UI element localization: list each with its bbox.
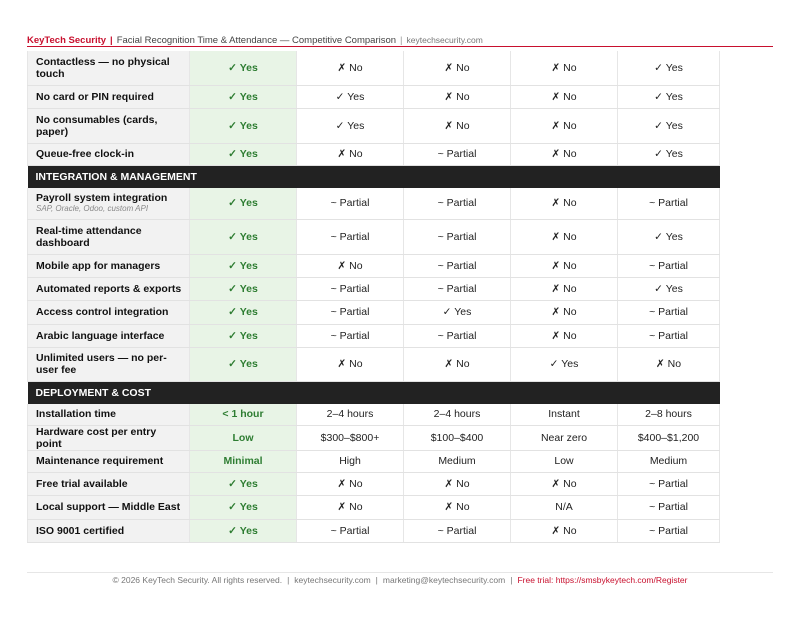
competitor-3-value-cell: ✗ No [511, 85, 618, 108]
keytech-value-cell: ✓ Yes [190, 85, 297, 108]
competitor-1-value-cell: ✗ No [297, 254, 404, 277]
feature-label: Installation time [36, 408, 116, 421]
competitor-4-value-cell: ✓ Yes [618, 143, 720, 165]
feature-label: Free trial available [36, 477, 128, 490]
feature-label-cell [28, 51, 190, 85]
keytech-value-cell: ✓ Yes [190, 277, 297, 300]
keytech-value-cell: ✓ Yes [190, 472, 297, 495]
feature-sublabel: SAP, Oracle, Odoo, custom API [36, 204, 149, 214]
feature-label-cell [28, 254, 190, 277]
competitor-1-value-cell: ✗ No [297, 472, 404, 495]
competitor-1-value-cell: ~ Partial [297, 324, 404, 347]
feature-label: Contactless — no physical touch [36, 55, 170, 80]
competitor-1-value-cell: ~ Partial [297, 277, 404, 300]
competitor-4-value-cell: $400–$1,200 [618, 425, 720, 450]
footer-email[interactable]: marketing@keytechsecurity.com [382, 575, 506, 585]
keytech-value-cell: ✓ Yes [190, 108, 297, 143]
competitor-4-value-cell: ~ Partial [618, 495, 720, 519]
competitor-2-value-cell: Medium [404, 450, 511, 472]
keytech-value-cell: ✓ Yes [190, 495, 297, 519]
feature-label-cell [28, 300, 190, 324]
competitor-4-value-cell: ✗ No [618, 347, 720, 381]
competitor-1-value-cell: ~ Partial [297, 188, 404, 219]
footer-free-trial-link[interactable]: Free trial: https://smsbykeytech.com/Register [517, 575, 688, 585]
table-row [28, 85, 720, 108]
competitor-3-value-cell: ✗ No [511, 300, 618, 324]
competitor-2-value-cell: ✗ No [404, 85, 511, 108]
footer-copyright: © 2026 KeyTech Security. All rights reserved. [112, 575, 283, 585]
competitor-2-value-cell: ~ Partial [404, 324, 511, 347]
table-row [28, 519, 720, 542]
keytech-value-cell: ✓ Yes [190, 519, 297, 542]
header-separator: | [110, 35, 113, 46]
competitor-1-value-cell: ~ Partial [297, 219, 404, 254]
feature-label: No consumables (cards, paper) [36, 113, 158, 138]
header-separator-2: | [400, 35, 403, 46]
page-footer [27, 572, 773, 585]
competitor-2-value-cell: 2–4 hours [404, 404, 511, 425]
competitor-4-value-cell: ~ Partial [618, 254, 720, 277]
competitor-1-value-cell: ✗ No [297, 347, 404, 381]
table-row [28, 143, 720, 165]
keytech-value-cell: ✓ Yes [190, 219, 297, 254]
table-row [28, 277, 720, 300]
feature-label-cell [28, 277, 190, 300]
section-header-row [28, 165, 720, 188]
competitor-3-value-cell: ✗ No [511, 324, 618, 347]
feature-label-cell [28, 108, 190, 143]
footer-separator: | [287, 575, 290, 585]
keytech-value-cell: ✓ Yes [190, 143, 297, 165]
feature-label-cell [28, 188, 190, 219]
competitor-2-value-cell: ~ Partial [404, 519, 511, 542]
feature-label-cell [28, 404, 190, 425]
keytech-value-cell: Minimal [190, 450, 297, 472]
competitor-3-value-cell: Near zero [511, 425, 618, 450]
competitor-3-value-cell: Instant [511, 404, 618, 425]
competitor-2-value-cell: ✗ No [404, 472, 511, 495]
competitor-4-value-cell: Medium [618, 450, 720, 472]
competitor-1-value-cell: High [297, 450, 404, 472]
competitor-1-value-cell: ✓ Yes [297, 108, 404, 143]
competitor-3-value-cell: ✗ No [511, 51, 618, 85]
competitor-1-value-cell: $300–$800+ [297, 425, 404, 450]
feature-label: Arabic language interface [36, 329, 165, 342]
footer-separator: | [375, 575, 378, 585]
keytech-value-cell: ✓ Yes [190, 188, 297, 219]
feature-label: Automated reports & exports [36, 282, 182, 295]
competitor-2-value-cell: ✓ Yes [404, 300, 511, 324]
feature-label: Local support — Middle East [36, 501, 181, 513]
feature-label-cell [28, 472, 190, 495]
competitor-4-value-cell: ✓ Yes [618, 85, 720, 108]
competitor-1-value-cell: 2–4 hours [297, 404, 404, 425]
footer-website[interactable]: keytechsecurity.com [294, 575, 371, 585]
competitor-3-value-cell: Low [511, 450, 618, 472]
competitor-4-value-cell: 2–8 hours [618, 404, 720, 425]
competitor-2-value-cell: ~ Partial [404, 254, 511, 277]
table-row [28, 108, 720, 143]
feature-label: ISO 9001 certified [36, 524, 125, 537]
competitor-3-value-cell: ✗ No [511, 188, 618, 219]
document-title: Facial Recognition Time & Attendance — Competitive Comparison [116, 35, 397, 46]
table-row [28, 450, 720, 472]
table-row [28, 219, 720, 254]
competitor-4-value-cell: ✓ Yes [618, 219, 720, 254]
competitor-1-value-cell: ✗ No [297, 51, 404, 85]
table-row [28, 300, 720, 324]
feature-label-cell [28, 85, 190, 108]
feature-label-cell [28, 324, 190, 347]
competitor-2-value-cell: $100–$400 [404, 425, 511, 450]
table-row [28, 188, 720, 219]
competitor-2-value-cell: ~ Partial [404, 143, 511, 165]
table-row [28, 347, 720, 381]
competitor-2-value-cell: ✗ No [404, 51, 511, 85]
feature-label: Real-time attendance dashboard [36, 224, 142, 249]
competitor-3-value-cell: ✗ No [511, 277, 618, 300]
keytech-value-cell: ✓ Yes [190, 347, 297, 381]
competitor-1-value-cell: ✗ No [297, 495, 404, 519]
feature-label: Payroll system integration [36, 192, 168, 205]
feature-label-cell [28, 219, 190, 254]
feature-label: Access control integration [36, 306, 169, 318]
comparison-table [27, 51, 720, 543]
competitor-3-value-cell: ✗ No [511, 254, 618, 277]
feature-label-cell [28, 425, 190, 450]
keytech-value-cell: ✓ Yes [190, 51, 297, 85]
competitor-4-value-cell: ~ Partial [618, 472, 720, 495]
keytech-value-cell: ✓ Yes [190, 300, 297, 324]
competitor-2-value-cell: ~ Partial [404, 277, 511, 300]
competitor-4-value-cell: ~ Partial [618, 300, 720, 324]
competitor-3-value-cell: ✗ No [511, 472, 618, 495]
keytech-value-cell: ✓ Yes [190, 324, 297, 347]
feature-label: Maintenance requirement [36, 455, 164, 467]
competitor-4-value-cell: ✓ Yes [618, 108, 720, 143]
section-title: INTEGRATION & MANAGEMENT [28, 165, 720, 188]
feature-label: No card or PIN required [36, 90, 154, 103]
section-header-row [28, 381, 720, 404]
competitor-4-value-cell: ✓ Yes [618, 51, 720, 85]
keytech-value-cell: ✓ Yes [190, 254, 297, 277]
feature-label-cell [28, 450, 190, 472]
competitor-1-value-cell: ✗ No [297, 143, 404, 165]
competitor-3-value-cell: ✗ No [511, 519, 618, 542]
competitor-1-value-cell: ~ Partial [297, 519, 404, 542]
keytech-value-cell: < 1 hour [190, 404, 297, 425]
table-row [28, 254, 720, 277]
table-row [28, 324, 720, 347]
feature-label-cell [28, 143, 190, 165]
competitor-2-value-cell: ~ Partial [404, 219, 511, 254]
competitor-3-value-cell: ✗ No [511, 108, 618, 143]
page-header [27, 34, 773, 47]
feature-label: Mobile app for managers [36, 259, 161, 272]
competitor-3-value-cell: ✗ No [511, 219, 618, 254]
brand-name: KeyTech Security [27, 35, 107, 46]
feature-label-cell [28, 347, 190, 381]
header-website[interactable]: keytechsecurity.com [406, 35, 483, 45]
keytech-value-cell: Low [190, 425, 297, 450]
competitor-4-value-cell: ~ Partial [618, 519, 720, 542]
feature-label: Hardware cost per entry point [36, 425, 157, 450]
comparison-table-body [28, 51, 720, 542]
table-row [28, 51, 720, 85]
competitor-2-value-cell: ✗ No [404, 495, 511, 519]
feature-label-cell [28, 519, 190, 542]
table-row [28, 495, 720, 519]
competitor-1-value-cell: ✓ Yes [297, 85, 404, 108]
competitor-4-value-cell: ~ Partial [618, 324, 720, 347]
competitor-2-value-cell: ✗ No [404, 108, 511, 143]
footer-separator: | [510, 575, 513, 585]
competitor-4-value-cell: ~ Partial [618, 188, 720, 219]
competitor-4-value-cell: ✓ Yes [618, 277, 720, 300]
competitor-2-value-cell: ✗ No [404, 347, 511, 381]
competitor-3-value-cell: ✗ No [511, 143, 618, 165]
feature-label: Unlimited users — no per-user fee [36, 352, 167, 376]
table-row [28, 425, 720, 450]
table-row [28, 472, 720, 495]
competitor-2-value-cell: ~ Partial [404, 188, 511, 219]
competitor-1-value-cell: ~ Partial [297, 300, 404, 324]
competitor-3-value-cell: ✓ Yes [511, 347, 618, 381]
table-row [28, 404, 720, 425]
section-title: DEPLOYMENT & COST [28, 381, 720, 404]
feature-label-cell [28, 495, 190, 519]
feature-label: Queue-free clock-in [36, 148, 135, 160]
competitor-3-value-cell: N/A [511, 495, 618, 519]
